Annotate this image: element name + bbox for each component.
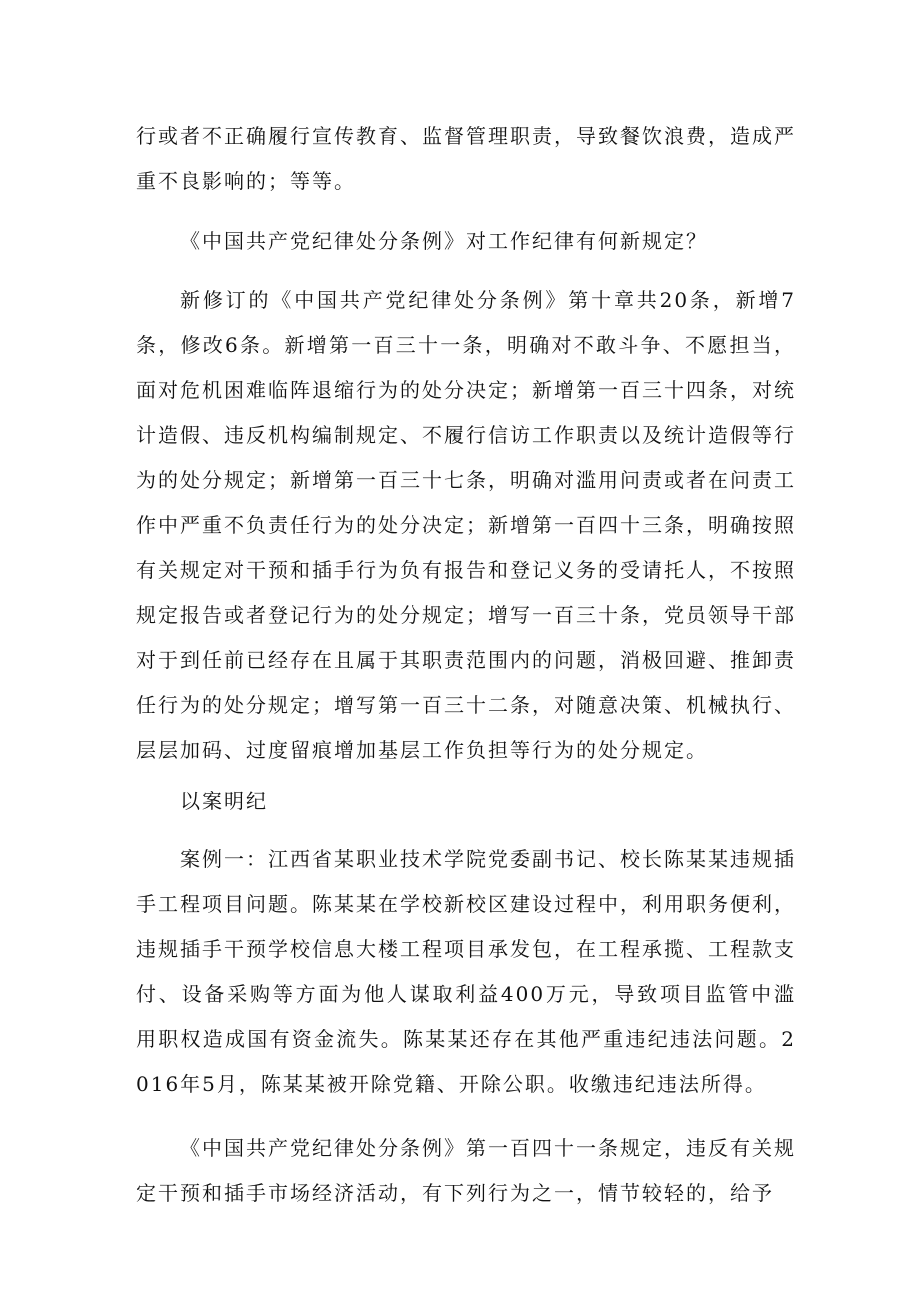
paragraph-rules-summary: 新修订的《中国共产党纪律处分条例》第十章共20条，新增7条，修改6条。新增第一百三十一条，明确对不敢斗争、不愿担当，面对危机困难临阵退缩行为的处分决定；新增第一百三十四条，对统计造假、违反机构编制规定、不履行信访工作职责以及统计造假等行为的处分规定；新增第一百三十七条，明确对滥用问责或者在问责工作中严重不负责任行为的处分决定；新增第一百四十三条，明确按照有关规定对干预和插手行为负有报告和登记义务的受请托人，不按照规定报告或者登记行为的处分规定；增写一百三十条，党员领导干部对于到任前已经存在且属于其职责范围内的问题，消极回避、推卸责任行为的处分规定；增写第一百三十二条，对随意决策、机械执行、层层加码、过度留痕增加基层工作负担等行为的处分规定。 [136,288,796,762]
paragraph-continuation: 行或者不正确履行宣传教育、监督管理职责，导致餐饮浪费，造成严重不良影响的；等等。 [136,124,796,193]
section-heading-question: 《中国共产党纪律处分条例》对工作纪律有何新规定？ [180,229,708,253]
paragraph-article-141: 《中国共产党纪律处分条例》第一百四十一条规定，违反有关规定干预和插手市场经济活动，有下列行为之一，情节较轻的，给予 [136,1136,796,1205]
paragraph-case-one: 案例一：江西省某职业技术学院党委副书记、校长陈某某违规插手工程项目问题。陈某某在学校新校区建设过程中，利用职务便利，违规插手干预学校信息大楼工程项目承发包，在工程承揽、工程款支付、设备采购等方面为他人谋取利益400万元，导致项目监管中滥用职权造成国有资金流失。陈某某还存在其他严重违纪违法问题。2016年5月，陈某某被开除党籍、开除公职。收缴违纪违法所得。 [136,847,796,1096]
section-heading-cases: 以案明纪 [180,789,268,813]
